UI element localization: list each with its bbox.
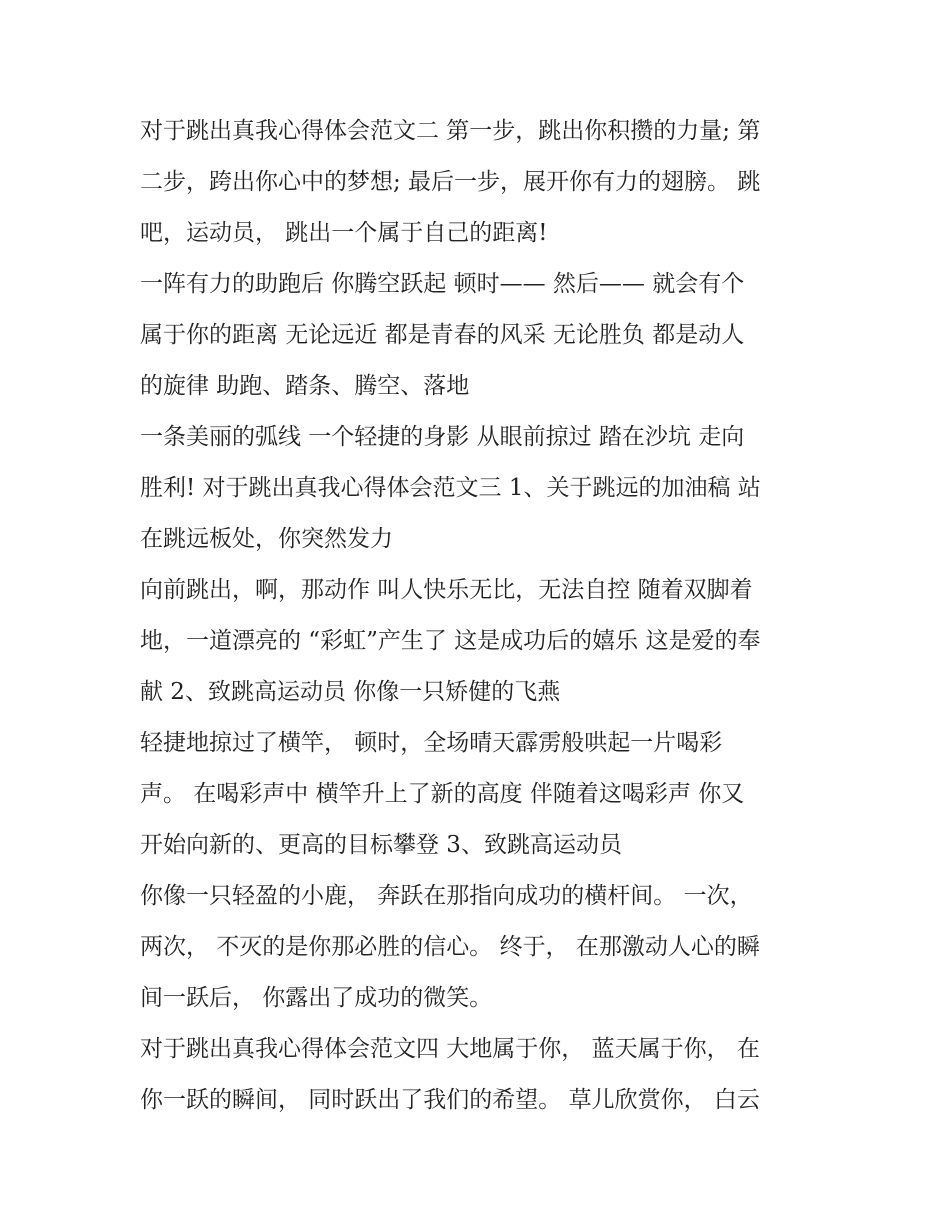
text-line: 一阵有力的助跑后 你腾空跃起 顿时—— 然后—— 就会有个 — [140, 271, 745, 297]
text-line: 向前跳出，啊，那动作 叫人快乐无比，无法自控 随着双脚着 — [140, 577, 753, 603]
text-line: 二步，跨出你心中的梦想; 最后一步，展开你有力的翅膀。 跳 — [140, 169, 761, 195]
text-line: 地，一道漂亮的 “彩虹”产生了 这是成功后的嬉乐 这是爱的奉 — [140, 628, 761, 654]
document-body — [140, 106, 820, 1126]
text-line: 一条美丽的弧线 一个轻捷的身影 从眼前掠过 踏在沙坑 走向 — [140, 424, 745, 450]
text-line: 对于跳出真我心得体会范文四 大地属于你， 蓝天属于你， 在 — [140, 1036, 760, 1062]
text-line: 声。 在喝彩声中 横竿升上了新的高度 伴随着这喝彩声 你又 — [140, 781, 745, 807]
text-line: 在跳远板处，你突然发力 — [140, 526, 393, 552]
text-line: 两次， 不灭的是你那必胜的信心。 终于， 在那激动人心的瞬 — [140, 934, 760, 960]
text-line: 献 2、致跳高运动员 你像一只矫健的飞燕 — [140, 679, 561, 705]
text-line: 吧，运动员， 跳出一个属于自己的距离! — [140, 220, 548, 246]
text-line: 轻捷地掠过了横竿， 顿时，全场晴天霹雳般哄起一片喝彩 — [140, 730, 723, 756]
text-line: 胜利! 对于跳出真我心得体会范文三 1、关于跳远的加油稿 站 — [140, 475, 761, 501]
text-line: 属于你的距离 无论远近 都是青春的风采 无论胜负 都是动人 — [140, 322, 745, 348]
text-line: 你像一只轻盈的小鹿， 奔跃在那指向成功的横杆间。 一次， — [140, 883, 753, 909]
text-line: 间一跃后， 你露出了成功的微笑。 — [140, 985, 493, 1011]
text-line: 你一跃的瞬间， 同时跃出了我们的希望。 草儿欣赏你， 白云 — [140, 1087, 760, 1113]
text-line: 的旋律 助跑、踏条、腾空、落地 — [140, 373, 470, 399]
text-line: 开始向新的、更高的目标攀登 3、致跳高运动员 — [140, 832, 622, 858]
text-line: 对于跳出真我心得体会范文二 第一步，跳出你积攒的力量; 第 — [140, 118, 761, 144]
